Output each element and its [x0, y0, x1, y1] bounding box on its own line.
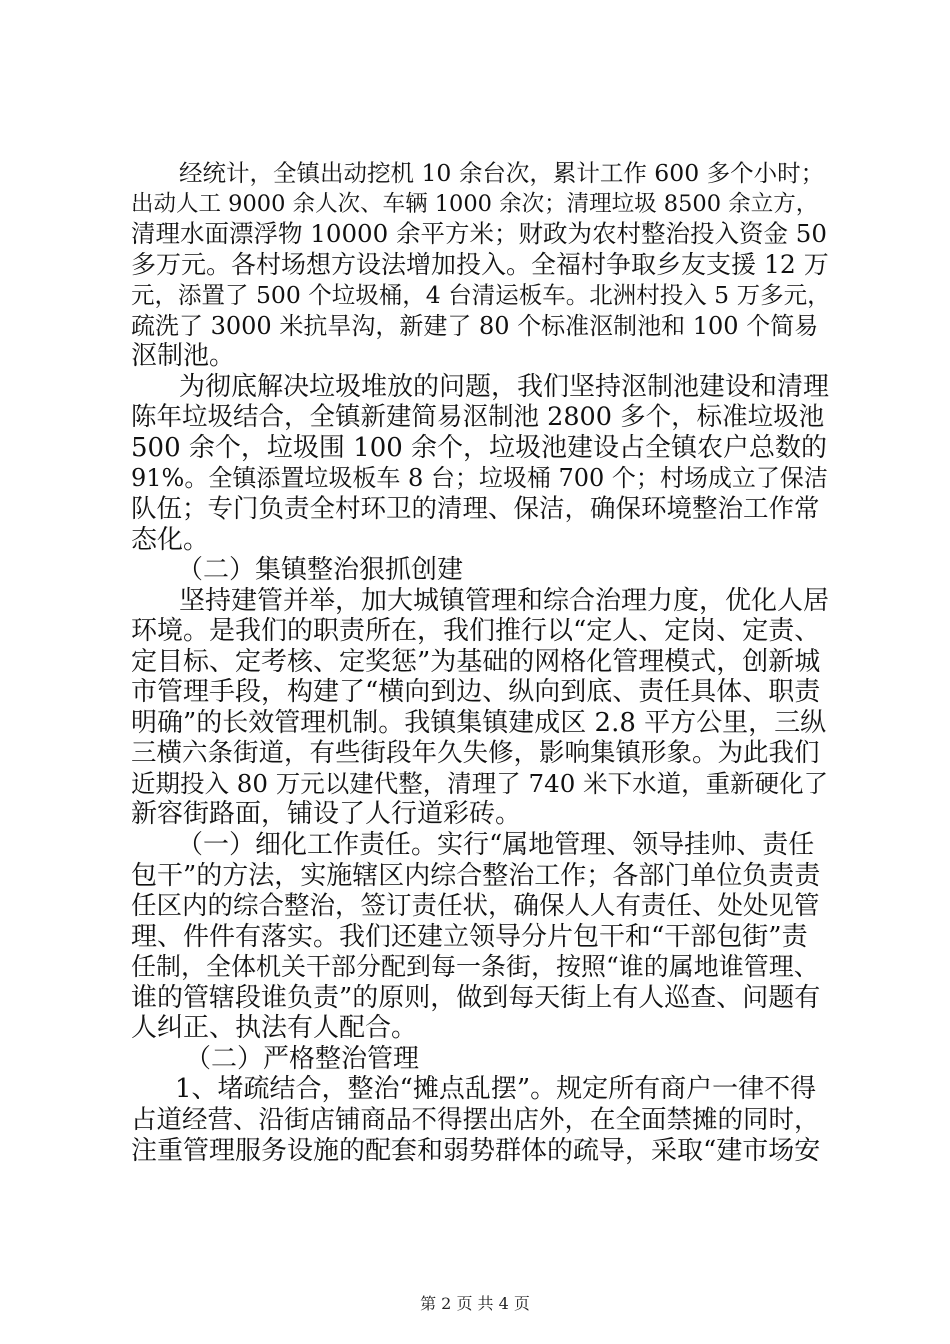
paragraph-line: 市管理手段，构建了“横向到边、纵向到底、责任具体、职责: [131, 677, 821, 708]
paragraph-line: （一）细化工作责任。实行“属地管理、领导挂帅、责任: [177, 830, 815, 861]
paragraph-line: 定目标、定考核、定奖惩”为基础的网格化管理模式，创新城: [131, 646, 821, 677]
paragraph-line: 坚持建管并举，加大城镇管理和综合治理力度，优化人居: [179, 585, 830, 616]
paragraph-line: 经统计，全镇出动挖机 10 余台次，累计工作 600 多个小时；: [179, 159, 825, 187]
paragraph-line: 多万元。各村场想方设法增加投入。全福村争取乡友支援 12 万: [131, 249, 829, 279]
paragraph-line: 500 余个，垃圾围 100 余个，垃圾池建设占全镇农户总数的: [131, 432, 828, 463]
paragraph-line: 任区内的综合整治，签订责任状，确保人人有责任、处处见管: [131, 891, 820, 922]
paragraph-line: 出动人工 9000 余人次、车辆 1000 余次；清理垃圾 8500 余立方，: [131, 190, 819, 217]
paragraph-line: 91%。全镇添置垃圾板车 8 台；垃圾桶 700 个；村场成立了保洁: [131, 464, 828, 493]
paragraph-line: 包干”的方法，实施辖区内综合整治工作；各部门单位负责责: [131, 860, 821, 891]
paragraph-line: 三横六条街道，有些街段年久失修，影响集镇形象。为此我们: [131, 738, 820, 769]
paragraph-line: 队伍；专门负责全村环卫的清理、保洁，确保环境整治工作常: [131, 494, 820, 525]
paragraph-line: 谁的管辖段谁负责”的原则，做到每天街上有人巡查、问题有: [131, 982, 821, 1013]
paragraph-line: 态化。: [131, 524, 210, 555]
paragraph-line: 人纠正、执法有人配合。: [131, 1013, 418, 1044]
paragraph-line: 注重管理服务设施的配套和弱势群体的疏导，采取“建市场安: [131, 1135, 821, 1166]
section-heading: （二）集镇整治狠抓创建: [177, 555, 464, 586]
section-heading: （二）严格整治管理: [185, 1043, 420, 1074]
paragraph-line: 环境。是我们的职责所在，我们推行以“定人、定岗、定责、: [131, 616, 821, 647]
paragraph-line: 占道经营、沿街店铺商品不得摆出店外，在全面禁摊的同时，: [131, 1104, 820, 1135]
paragraph-line: 近期投入 80 万元以建代整，清理了 740 米下水道，重新硬化了: [131, 768, 829, 798]
paragraph-line: 元，添置了 500 个垃圾桶，4 台清运板车。北洲村投入 5 万多元，: [131, 281, 831, 310]
paragraph-line: 新容街路面，铺设了人行道彩砖。: [131, 799, 522, 830]
paragraph-line: 清理水面漂浮物 10000 余平方米；财政为农村整治投入资金 50: [131, 219, 827, 249]
document-body: [131, 158, 831, 1166]
page-footer: 第 2 页 共 4 页: [420, 1294, 530, 1313]
paragraph-line: 任制，全体机关干部分配到每一条街，按照“谁的属地谁管理、: [131, 952, 819, 982]
paragraph-line: 明确”的长效管理机制。我镇集镇建成区 2.8 平方公里，三纵: [131, 707, 827, 738]
paragraph-line: 陈年垃圾结合，全镇新建简易沤制池 2800 多个，标准垃圾池: [131, 402, 825, 433]
paragraph-line: 沤制池。: [131, 341, 236, 372]
paragraph-line: 理、件件有落实。我们还建立领导分片包干和“干部包街”责: [131, 921, 808, 952]
paragraph-line: 疏洗了 3000 米抗旱沟，新建了 80 个标准沤制池和 100 个简易: [131, 311, 819, 340]
paragraph-line: 为彻底解决垃圾堆放的问题，我们坚持沤制池建设和清理: [179, 371, 830, 402]
paragraph-line: 1、堵疏结合，整治“摊点乱摆”。规定所有商户一律不得: [175, 1074, 817, 1105]
